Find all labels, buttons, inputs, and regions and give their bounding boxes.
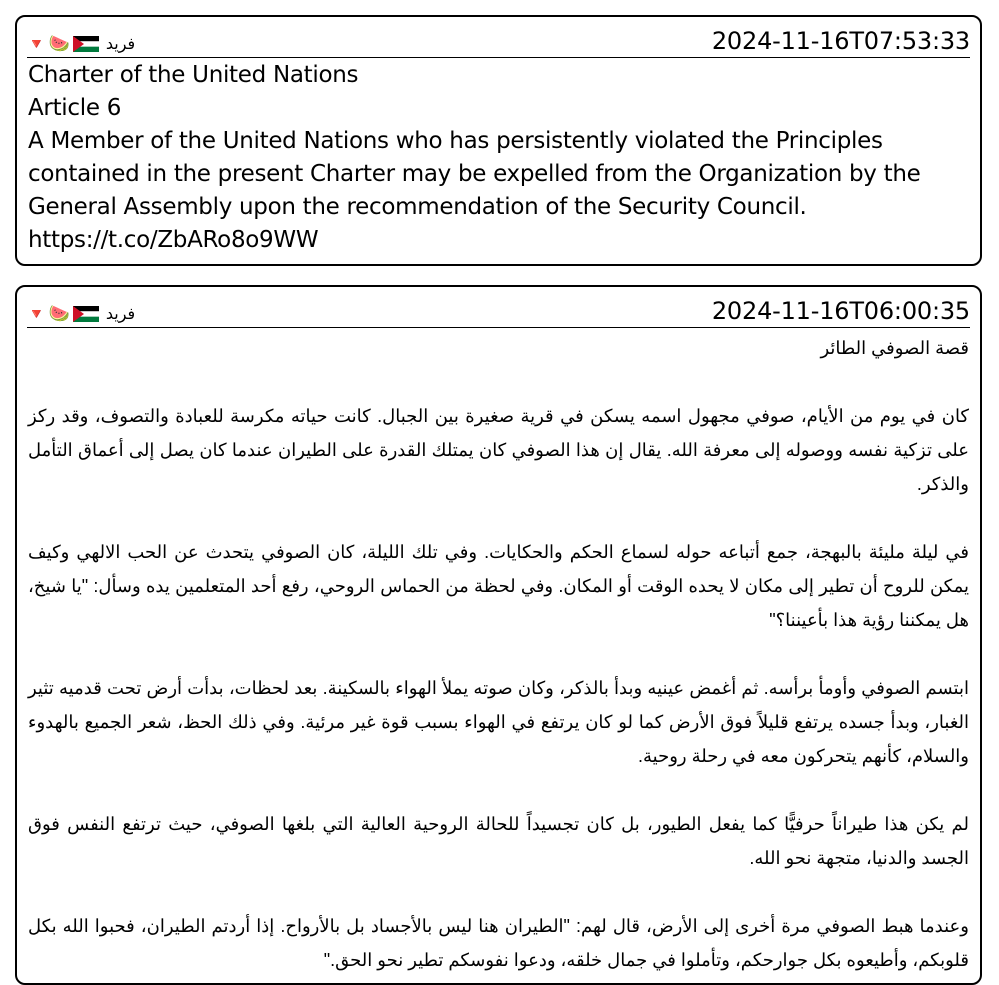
watermelon-icon: 🍉	[48, 304, 70, 324]
story-paragraph: ابتسم الصوفي وأومأ برأسه. ثم أغمض عينيه وبدأ بالذكر، وكان صوته يملأ الهواء بالسكينة. بعد لحظات، بدأت أرض تحت قدميه تثير الغبار، وبدأ جسده يرتفع قليلاً فوق الأرض كما لو كان يرتفع في الهواء بسبب قوة غير مرئية. وفي ذلك الحظ، شعر الجميع بالهدوء والسلام، كأنهم يتحركون معه في رحلة روحية.	[28, 678, 969, 766]
post-line: A Member of the United Nations who has persistently violated the Principles	[28, 128, 883, 154]
post-line: General Assembly upon the recommendation of the Security Council.	[28, 194, 807, 220]
post-card	[15, 15, 982, 266]
post-header	[27, 287, 970, 328]
red-triangle-icon: 🔻	[27, 35, 46, 53]
red-triangle-icon: 🔻	[27, 305, 46, 323]
story-paragraph: كان في يوم من الأيام، صوفي مجهول اسمه يسكن في قرية صغيرة بين الجبال. كانت حياته مكرسة للعبادة والتصوف، وقد ركز على تزكية نفسه ووصوله إلى معرفة الله. يقال إن هذا الصوفي كان يمتلك القدرة على الطيران عندما كان يصل إلى أعماق التأمل والذكر.	[28, 406, 969, 494]
story-paragraph: وعندما هبط الصوفي مرة أخرى إلى الأرض، قال لهم: "الطيران هنا ليس بالأجساد بل بالأرواح. إذا أردتم الطيران، فحبوا الله بكل قلوبكم، وأطيعوه بكل جوارحكم، وتأملوا في جمال خلقه، ودعوا نفوسكم تطير نحو الحق."	[28, 916, 969, 970]
post-line: contained in the present Charter may be expelled from the Organization by the	[28, 161, 921, 187]
author[interactable]	[27, 304, 135, 324]
palestine-flag-icon	[73, 36, 99, 52]
post-line: Charter of the United Nations	[28, 62, 359, 88]
post-card	[15, 285, 982, 985]
post-link[interactable]: https://t.co/ZbARo8o9WW	[28, 227, 319, 253]
post-body	[28, 331, 969, 977]
author-name: فريد	[105, 34, 136, 53]
watermelon-icon: 🍉	[48, 34, 70, 54]
author[interactable]	[27, 34, 135, 54]
story-paragraph: في ليلة مليئة بالبهجة، جمع أتباعه حوله لسماع الحكم والحكايات. وفي تلك الليلة، كان الصوفي يتحدث عن الحب الالهي وكيف يمكن للروح أن تطير إلى مكان لا يحده الوقت أو المكان. وفي لحظة من الحماس الروحي، رفع أحد المتعلمين يده وسأل: "يا شيخ، هل يمكننا رؤية هذا بأعيننا؟"	[28, 542, 969, 630]
author-name: فريد	[105, 304, 136, 323]
post-line: Article 6	[28, 95, 122, 121]
post-body	[28, 59, 960, 257]
story-paragraph: لم يكن هذا طيراناً حرفيًّا كما يفعل الطيور، بل كان تجسيداً للحالة الروحية العالية التي بلغها الصوفي، حيث ترتفع النفس فوق الجسد والدنيا، متجهة نحو الله.	[28, 814, 969, 868]
post-timestamp: 2024-11-16T06:00:35	[711, 297, 970, 325]
story-title: قصة الصوفي الطائر	[820, 338, 969, 358]
palestine-flag-icon	[73, 306, 99, 322]
post-header	[27, 17, 970, 58]
post-timestamp: 2024-11-16T07:53:33	[711, 27, 970, 55]
